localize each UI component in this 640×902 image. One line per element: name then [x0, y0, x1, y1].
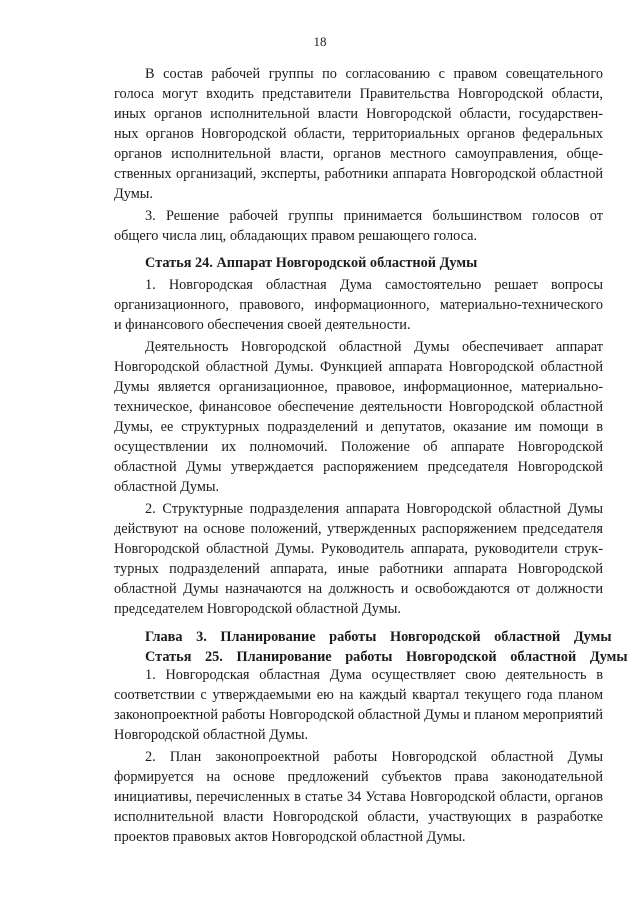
- paragraph-line: 1. Новгородская областная Дума самостоятельно решает вопросы: [145, 277, 603, 293]
- paragraph-line: турных подразделений аппарата, иные работники аппарата Новгородской: [114, 561, 603, 577]
- paragraph-line: ных органов Новгородской области, территориальных органов федеральных: [114, 126, 603, 142]
- paragraph-line: голоса могут входить представители Правительства Новгородской области,: [114, 86, 603, 102]
- paragraph-line: областной Думы назначаются на должность и освобождаются от должности: [114, 581, 603, 597]
- paragraph-line: общего числа лиц, обладающих правом решающего голоса.: [114, 228, 478, 244]
- paragraph-line: ственных организаций, эксперты, работники аппарата Новгородской областной: [114, 166, 603, 182]
- paragraph-line: 3. Решение рабочей группы принимается большинством голосов от: [145, 208, 603, 224]
- paragraph-line: Думы является организационное, правовое, информационное, материально-: [114, 379, 603, 395]
- paragraph-line: 2. Структурные подразделения аппарата Новгородской областной Думы: [145, 501, 603, 517]
- paragraph-line: проектов правовых актов Новгородской областной Думы.: [114, 829, 466, 845]
- paragraph-line: Думы.: [114, 186, 153, 202]
- paragraph-line: формируется на основе предложений субъектов права законодательной: [114, 769, 603, 785]
- paragraph-line: 1. Новгородская областная Дума осуществляет свою деятельность в: [145, 667, 603, 683]
- paragraph-line: исполнительной власти Новгородской области, участвующих в разработке: [114, 809, 603, 825]
- paragraph-line: областной Думы.: [114, 479, 220, 495]
- paragraph-line: Новгородской областной Думы.: [114, 727, 309, 743]
- paragraph-line: органов исполнительной власти, органов местного самоуправления, обще-: [114, 146, 603, 162]
- paragraph-line: 2. План законопроектной работы Новгородской областной Думы: [145, 749, 603, 765]
- paragraph-line: В состав рабочей группы по согласованию с правом совещательного: [145, 66, 603, 82]
- paragraph-line: областной Думы утверждается распоряжением председателя Новгородской: [114, 459, 603, 475]
- paragraph-line: Новгородской областной Думы. Руководитель аппарата, руководители струк-: [114, 541, 603, 557]
- paragraph-line: соответствии с утверждаемыми ею на каждый квартал текущего года планом: [114, 687, 603, 703]
- paragraph-line: осуществлении их полномочий. Положение об аппарате Новгородской: [114, 439, 603, 455]
- paragraph-line: Деятельность Новгородской областной Думы обеспечивает аппарат: [145, 339, 603, 355]
- paragraph-line: техническое, финансовое обеспечение деятельности Новгородской областной: [114, 399, 603, 415]
- paragraph-line: председателем Новгородской областной Думы.: [114, 601, 401, 617]
- paragraph-line: действуют на основе положений, утвержденных распоряжением председателя: [114, 521, 603, 537]
- paragraph-line: законопроектной работы Новгородской областной Думы и планом мероприятий: [114, 707, 603, 723]
- article-heading: Глава 3. Планирование работы Новгородской областной Думы: [145, 629, 612, 645]
- paragraph-line: инициативы, перечисленных в статье 34 Устава Новгородской области, органов: [114, 789, 603, 805]
- paragraph-line: и финансового обеспечения своей деятельности.: [114, 317, 411, 333]
- article-heading: Статья 24. Аппарат Новгородской областной Думы: [145, 255, 478, 271]
- article-heading: Статья 25. Планирование работы Новгородской областной Думы: [145, 649, 628, 665]
- paragraph-line: иных органов исполнительной власти Новгородской области, государствен-: [114, 106, 603, 122]
- paragraph-line: Думы, ее структурных подразделений и депутатов, оказание им помощи в: [114, 419, 603, 435]
- paragraph-line: организационного, правового, информационного, материально-технического: [114, 297, 603, 313]
- paragraph-line: Новгородской областной Думы. Функцией аппарата Новгородской областной: [114, 359, 603, 375]
- page-number: 18: [313, 34, 327, 49]
